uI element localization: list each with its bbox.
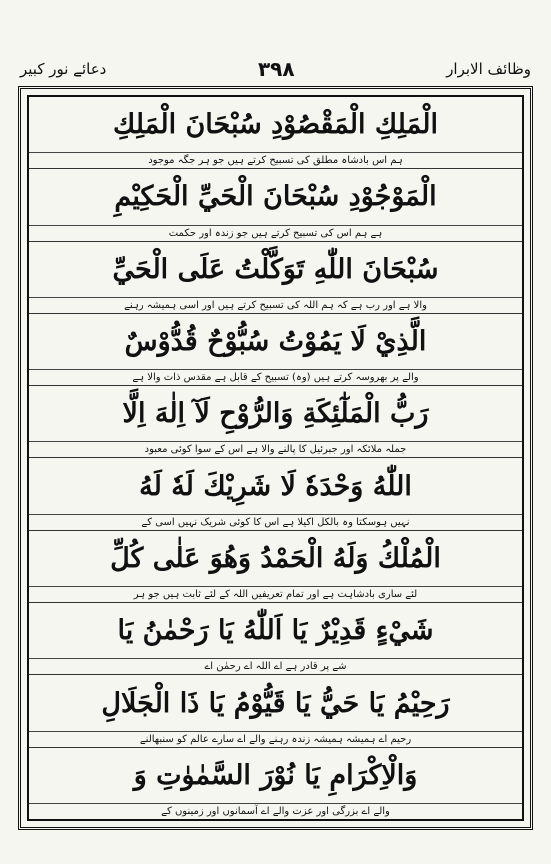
arabic-line: رَحِيْمُ يَا حَيُّ يَا قَيُّوْمُ يَا ذَا الْجَلَالِ (101, 687, 450, 719)
arabic-line: سُبْحَانَ اللّٰهِ تَوَكَّلْتُ عَلَى الْحَيِّ (112, 253, 439, 285)
verse-block (29, 603, 522, 675)
urdu-translation: ہے ہم اس کی تسبیح کرتے ہیں جو زندہ اور حکمت (29, 225, 522, 241)
verse-block (29, 675, 522, 747)
verse-block (29, 97, 522, 169)
arabic-line: شَيْءٍ قَدِيْرٌ يَا اَللّٰهُ يَا رَحْمٰنُ يَا (117, 615, 434, 647)
page-number: ۳۹۸ (257, 57, 295, 81)
verse-block (29, 314, 522, 386)
verse-block (29, 386, 522, 458)
urdu-translation: جملہ ملائکہ اور جبرئیل کا پالنے والا ہے اس کے سوا کوئی معبود (29, 441, 522, 457)
urdu-translation: والا ہے اور رب ہے کہ ہم اللہ کی تسبیح کرتے ہیں اور اسی ہمیشہ رہنے (29, 297, 522, 313)
urdu-translation: نہیں ہوسکتا وہ بالکل اکیلا ہے اس کا کوئی شریک نہیں اسی کے (29, 514, 522, 530)
text-frame (27, 95, 524, 821)
arabic-line: الْمَلِكِ الْمَقْصُوْدِ سُبْحَانَ الْمَلِكِ (113, 109, 438, 141)
urdu-translation: شے پر قادر ہے اے اللہ اے رحمٰن اے (29, 658, 522, 674)
verse-block (29, 458, 522, 530)
page-border-frame (18, 86, 533, 830)
page-header (20, 56, 531, 82)
urdu-translation: والے پر بھروسہ کرتے ہیں (وہ) تسبیح کے قابل ہے مقدس ذات والا ہے (29, 369, 522, 385)
verse-block (29, 169, 522, 241)
urdu-translation: ہم اس بادشاہ مطلق کی تسبیح کرتے ہیں جو ہر جگہ موجود (29, 152, 522, 168)
book-title: وظائف الابرار (446, 60, 531, 78)
verse-block (29, 748, 522, 819)
arabic-line: اللّٰهُ وَحْدَهٗ لَا شَرِيْكَ لَهٗ لَهُ (139, 470, 412, 502)
arabic-line: الَّذِيْ لَا يَمُوْتُ سُبُّوْحٌ قُدُّوْسٌ (124, 326, 427, 358)
arabic-line: وَالْاِكْرَامِ يَا نُوْرَ السَّمٰوٰتِ وَ (133, 759, 418, 791)
urdu-translation: رحیم اے ہمیشہ ہمیشہ زندہ رہنے والے اے سارے عالم کو سنبھالنے (29, 731, 522, 747)
arabic-line: رَبُّ الْمَلٰٓئِكَةِ وَالرُّوْحِ لَآ اِلٰهَ اِلَّا (122, 398, 429, 430)
urdu-translation: والے اے بزرگی اور عزت والے اے آسمانوں اور زمینوں کے (29, 803, 522, 819)
verse-block (29, 531, 522, 603)
chapter-title: دعائے نور کبیر (20, 60, 107, 78)
verse-block (29, 242, 522, 314)
arabic-line: الْمَوْجُوْدِ سُبْحَانَ الْحَيِّ الْحَكِيْمِ (114, 181, 437, 213)
arabic-line: الْمُلْكُ وَلَهُ الْحَمْدُ وَهُوَ عَلٰى كُلِّ (110, 542, 441, 574)
urdu-translation: لئے ساری بادشاہت ہے اور تمام تعریفیں اللہ کے لئے ثابت ہیں جو ہر (29, 586, 522, 602)
